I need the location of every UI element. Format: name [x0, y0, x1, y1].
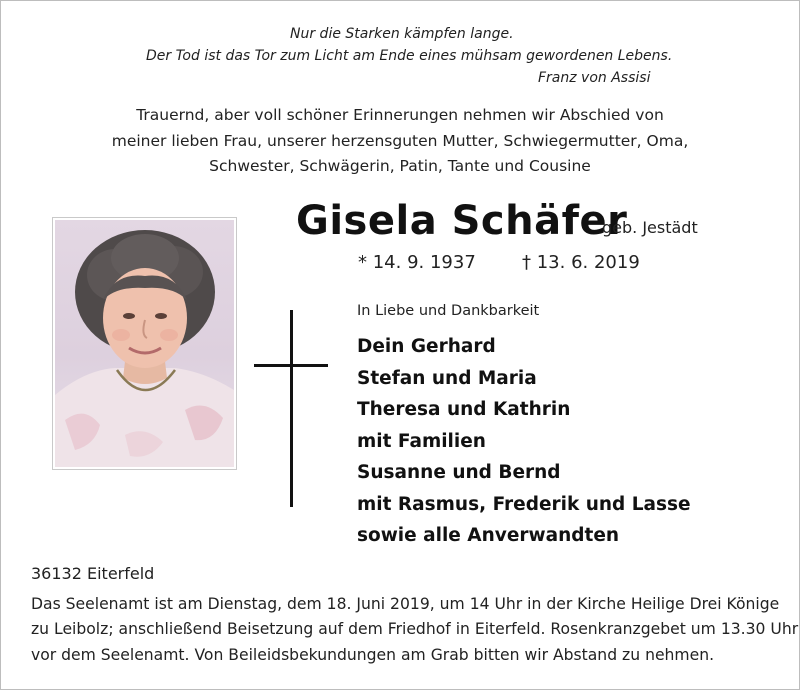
quote-line-2: Der Tod ist das Tor zum Licht am Ende eines mühsam gewordenen Lebens.: [146, 48, 673, 64]
mourner-line: mit Familien: [357, 431, 486, 452]
mourner-line: mit Rasmus, Frederik und Lasse: [357, 494, 691, 515]
mourner-line: Dein Gerhard: [357, 336, 496, 357]
intro-line-1: Trauernd, aber voll schöner Erinnerungen nehmen wir Abschied von: [136, 106, 664, 124]
portrait-illustration: [55, 220, 234, 467]
portrait-photo: [52, 217, 237, 470]
intro-line-3: Schwester, Schwägerin, Patin, Tante und Cousine: [209, 157, 591, 175]
mourner-line: Susanne und Bernd: [357, 462, 561, 483]
notice-line-1: Das Seelenamt ist am Dienstag, dem 18. Juni 2019, um 14 Uhr in der Kirche Heilige Drei Könige: [31, 595, 780, 613]
intro-line-2: meiner lieben Frau, unserer herzensguten Mutter, Schwiegermutter, Oma,: [111, 132, 689, 150]
maiden-name: geb. Jestädt: [602, 218, 698, 237]
quote-author: Franz von Assisi: [538, 70, 651, 86]
portrait-image: [55, 220, 234, 467]
mourner-line: sowie alle Anverwandten: [357, 525, 620, 546]
deceased-name: Gisela Schäfer: [296, 198, 628, 244]
place: 36132 Eiterfeld: [31, 564, 155, 583]
cross-horizontal-bar: [254, 364, 328, 367]
quote-line-1: Nur die Starken kämpfen lange.: [290, 26, 514, 42]
mourner-line: Stefan und Maria: [357, 368, 537, 389]
cross-vertical-bar: [290, 310, 293, 507]
death-date: † 13. 6. 2019: [522, 252, 640, 273]
mourners-intro: In Liebe und Dankbarkeit: [357, 303, 540, 319]
notice-line-2: zu Leibolz; anschließend Beisetzung auf dem Friedhof in Eiterfeld. Rosenkranzgebet um 13.30 Uhr: [31, 620, 799, 638]
birth-date: * 14. 9. 1937: [358, 252, 476, 273]
mourner-line: Theresa und Kathrin: [357, 399, 571, 420]
notice-line-3: vor dem Seelenamt. Von Beileidsbekundungen am Grab bitten wir Abstand zu nehmen.: [31, 646, 715, 664]
